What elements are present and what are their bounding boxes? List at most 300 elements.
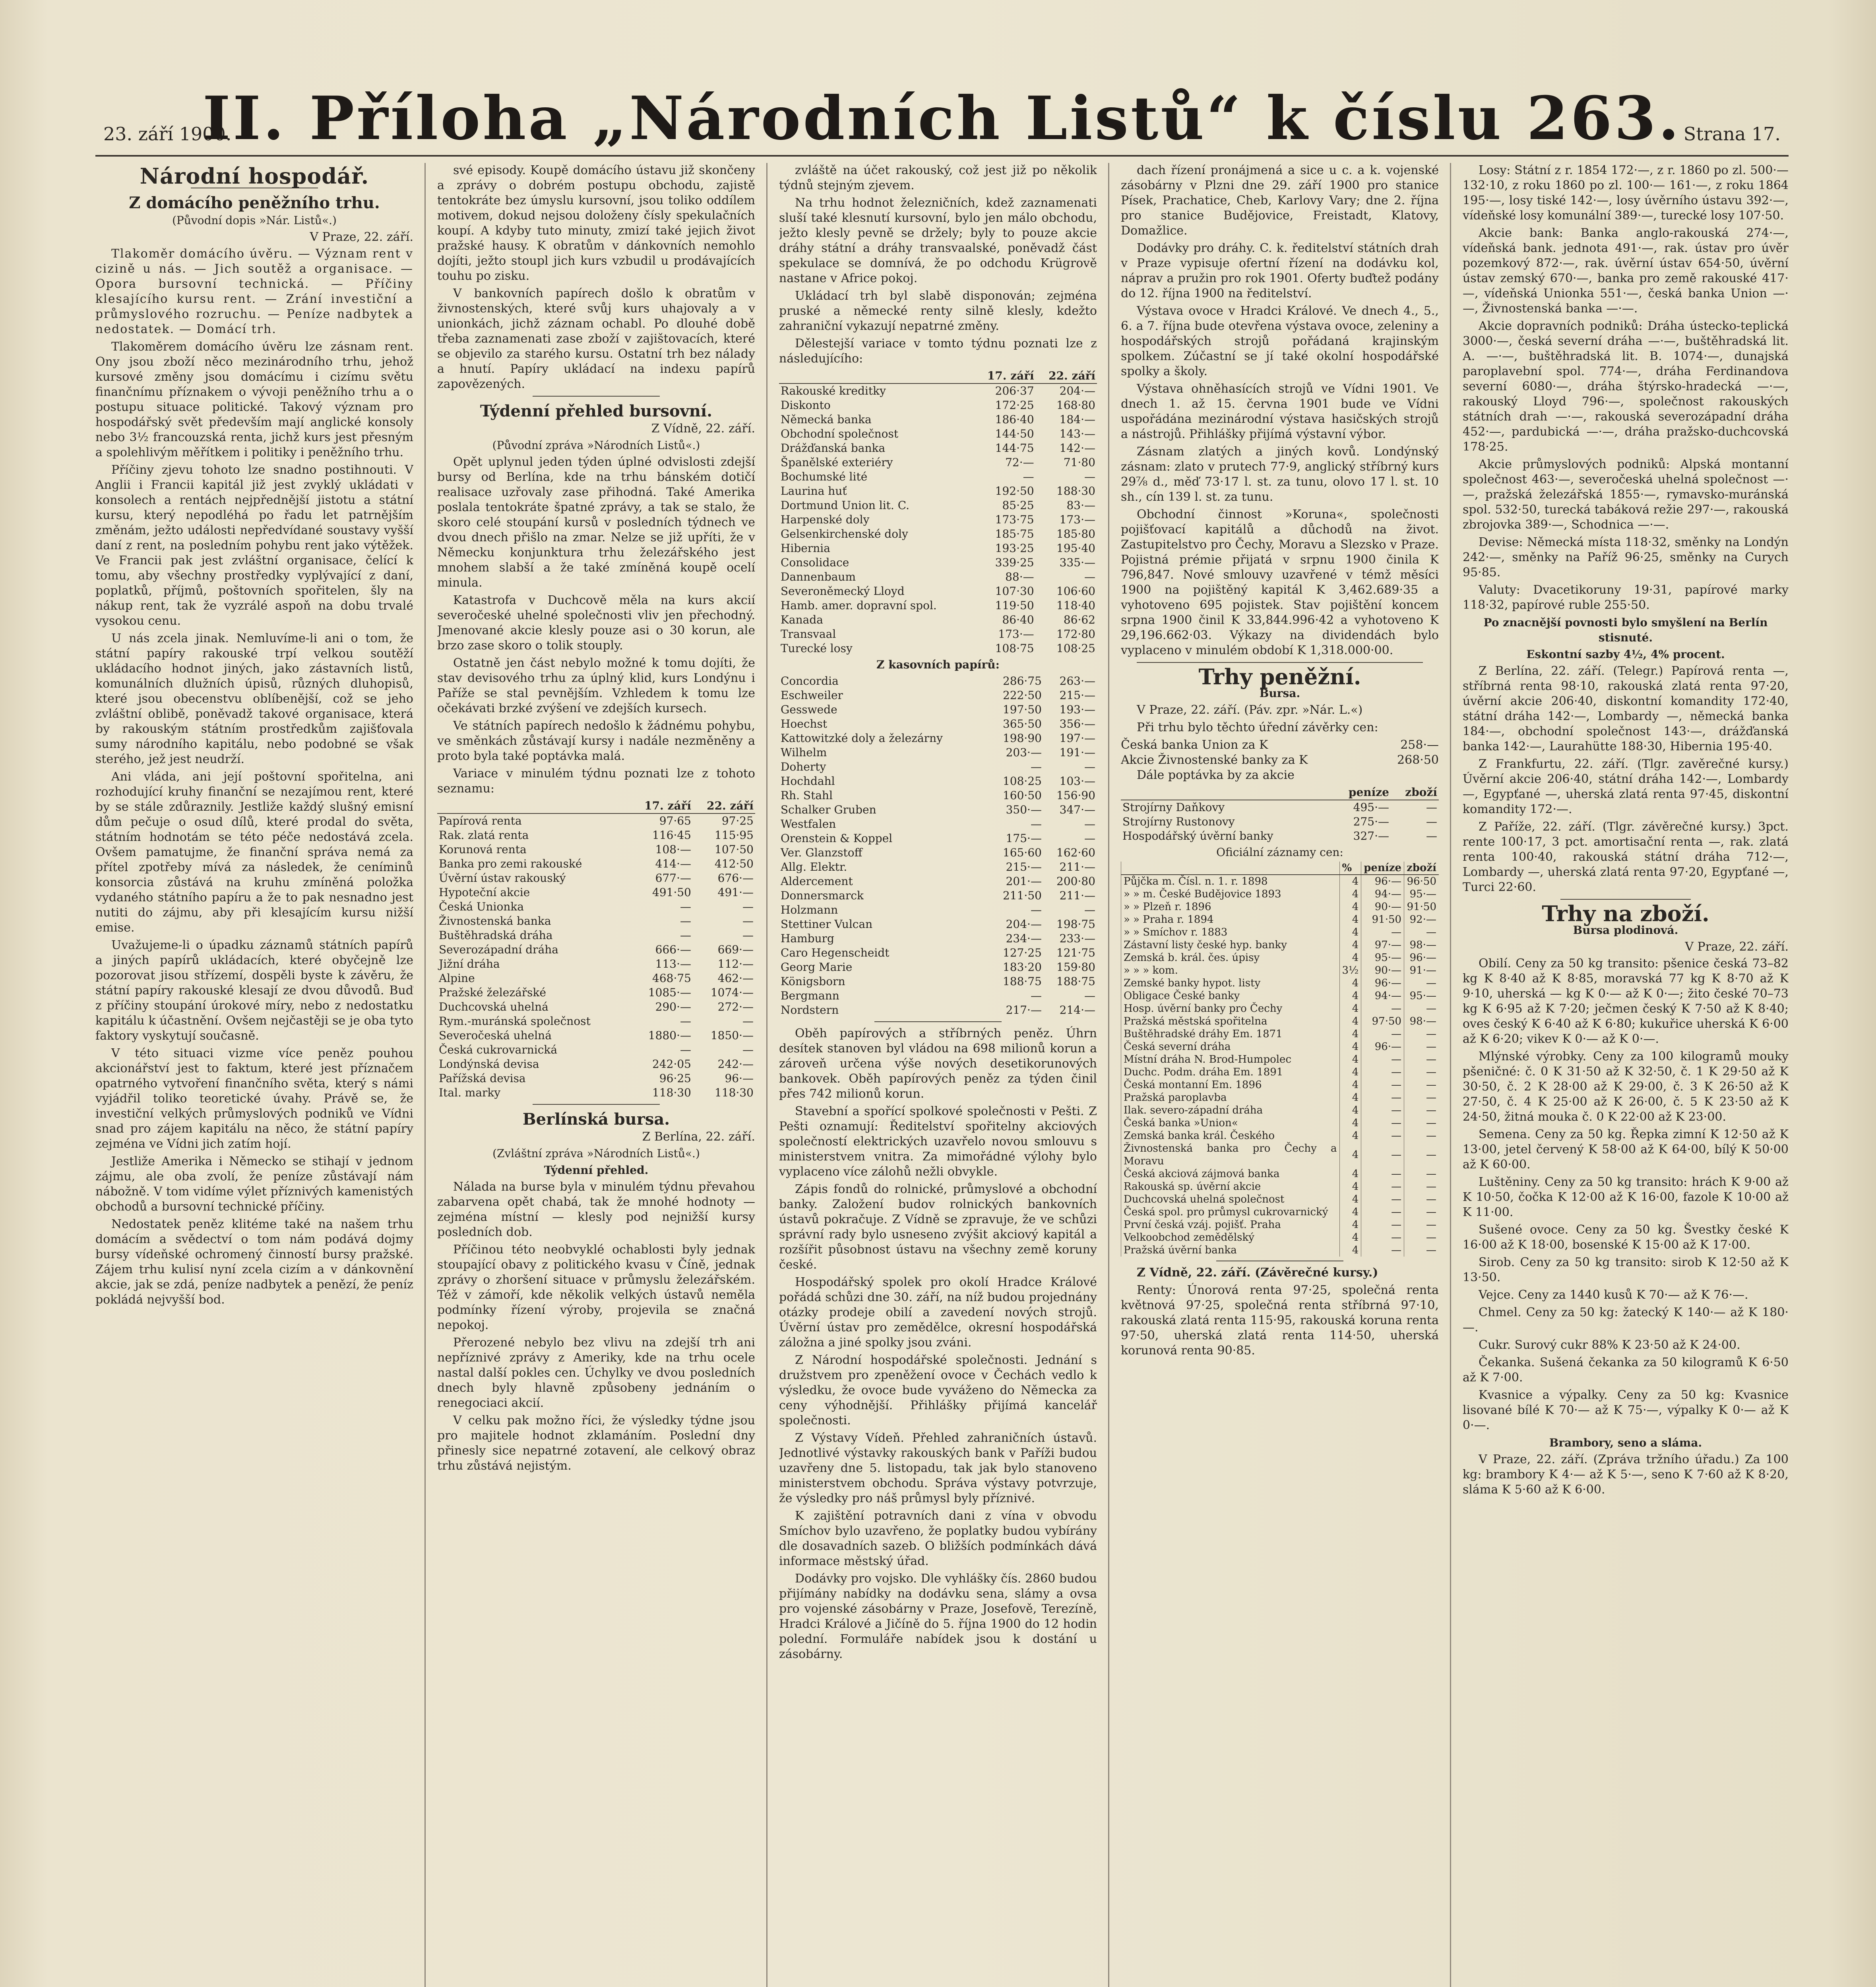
row-value: — — [1361, 1142, 1404, 1168]
paragraph: Výstava ohněhasících strojů ve Vídni 1901. Ve dnech 1. až 15. června 1901 bude ve Vídni uspořádána mezinárodní výstava hasičských strojů a nástrojů. Přihlášky přijímá výstavní výbor. — [1121, 382, 1439, 441]
row-label: Kattowitzké doly a železárny — [781, 732, 943, 745]
paragraph: Tlakoměrem domácího úvěru lze zásnam rent. Ony jsou zboží něco mezinárodního trhu, jehož kursové změny jsou domácímu i cizímu světu finančnímu příznakem o vývoji peněžního trhu a o postupu situace politické. Takový význam pro hospodářský svět především mají anglické konsoly nebo 3½ francouzská renta, jichž kurs jest přesným a spolehlivým měřítkem i politiky i peněžního trhu. — [95, 340, 413, 459]
table-body — [1121, 800, 1439, 843]
table-row — [1121, 1066, 1439, 1079]
paragraph: Katastrofa v Duchcově měla na kurs akcií severočeské uhelné společnosti vliv jen přechodný. Jmenované akcie klesly pouze asi o 30 korun, ale brzo zase skoro o tolik stouply. — [437, 593, 755, 653]
row-value: 91·— — [1404, 964, 1439, 977]
row-label: Hospodářský úvěrní banky — [1122, 829, 1273, 842]
table-row — [1121, 1180, 1439, 1193]
table-row — [1121, 829, 1439, 843]
row-value: 339·25 — [995, 556, 1034, 569]
row-value: — — [1084, 570, 1095, 583]
row-value: 211·— — [1059, 860, 1095, 873]
market-line-value: 258·— — [1400, 738, 1439, 752]
table-body — [437, 813, 755, 1100]
row-value: — — [1361, 1066, 1404, 1079]
row-value: 95·— — [1404, 888, 1439, 901]
row-value: — — [680, 1043, 691, 1056]
table-row — [1121, 901, 1439, 913]
table-row — [1121, 1168, 1439, 1180]
row-label: Dannenbaum — [781, 570, 856, 583]
row-label: Aldercement — [781, 875, 853, 888]
row-label: Úvěrní ústav rakouský — [439, 871, 566, 885]
table-row — [437, 813, 755, 828]
table-row — [779, 731, 1097, 746]
row-value: 103·— — [1059, 775, 1095, 788]
paragraph: Kvasnice a výpalky. Ceny za 50 kg: Kvasnice lisované bílé K 70·— až K 75·—, výpalky K 0·— až K 0·—. — [1463, 1388, 1789, 1432]
berlin-subtitle: Týdenní přehled. — [544, 1164, 649, 1177]
row-label: Pražská paroplavba — [1121, 1091, 1340, 1104]
row-value: 96·— — [1361, 1040, 1404, 1053]
paragraph: V této situaci vizme více peněz pouhou akcionářství jest to faktum, které jest příznačem opatrného vytvoření finančního světa, který s námi vyjádřil toliko teoretické úvahy. Právě se, že investiční velkých průmyslových podniků ve Vídni snad pro zájem kapitálu na něco, že státní papíry zejména ve Vídni jich zatím hojí. — [95, 1046, 413, 1151]
row-value: 215·— — [1006, 860, 1042, 873]
row-value: 242·05 — [652, 1057, 691, 1071]
row-label: Georg Marie — [781, 961, 853, 974]
row-value: 172·80 — [1056, 627, 1095, 641]
row-value: — — [1084, 989, 1095, 1002]
row-value: 193·25 — [995, 542, 1034, 555]
paragraph: Akcie bank: Banka anglo-rakouská 274·—, vídeňská bank. jednota 491·—, rak. ústav pro úvěr pozemkový 872·—, rak. úvěrní ústav 654·50, úvěrní ústav zemský 670·—, banka pro země rakouské 417·—, vídeňská Unionka 551·—, česká banka Union —·—, Živnostenská banka —·—. — [1463, 226, 1789, 316]
row-value: — — [680, 1015, 691, 1028]
row-label: Donnersmarck — [781, 889, 864, 902]
table-row — [437, 842, 755, 857]
row-value: 97·50 — [1361, 1015, 1404, 1028]
row-value: 186·40 — [995, 413, 1034, 426]
article-summary: Tlakoměr domácího úvěru. — Význam rent v cizině u nás. — Jich soutěž a organisace. — Opora bursovní technická. — Příčiny klesajícího kursu rent. — Zrání investiční a průmyslového rozruchu. — Peníze nadbytek a nedostatek. — Domácí trh. — [95, 247, 413, 336]
row-value: 96·— — [1361, 977, 1404, 990]
row-value: — — [1361, 1129, 1404, 1142]
row-label: Česká spol. pro průmysl cukrovarnický — [1121, 1206, 1340, 1218]
table-row — [779, 556, 1097, 570]
row-value: — — [1084, 832, 1095, 845]
row-label: Hamb. amer. dopravní spol. — [781, 599, 937, 612]
row-value: 144·75 — [995, 442, 1034, 455]
row-value: 95·— — [1361, 951, 1404, 964]
paragraph: Ostatně jen část nebylo možné k tomu dojíti, že stav devisového trhu za úplný klid, kurs Londýnu i Paříže se stal pevnějším. Vzhledem k tomu lze očekávati brzké zvýšení ve zdejších kursech. — [437, 656, 755, 715]
row-label: Duchcovská uhelná — [439, 1000, 548, 1013]
table-row — [1121, 815, 1439, 829]
row-value: 191·— — [1059, 746, 1095, 759]
row-value: 116·45 — [652, 829, 691, 842]
row-value: — — [1023, 470, 1034, 483]
table-row — [779, 427, 1097, 441]
row-label: Rakouská sp. úvěrní akcie — [1121, 1180, 1340, 1193]
row-label: Gesswede — [781, 703, 837, 716]
column-5 — [1463, 163, 1789, 1987]
row-value: 3½ — [1339, 964, 1361, 977]
paragraph: U nás zcela jinak. Nemluvíme-li ani o tom, že státní papíry rakouské trpí velkou soutěží ukládacího hodnot jiných, jako zástavních listů, komunálních dlužních úpisů, různých dluhopisů, které jsou obecenstvu oblíbenější, což se jeho zvláštní oblibě, poněvadž takové organisace, která by rakouským státním prostředkům zajišťovala sumy národního kapitálu, nebo podobné se však sterého, jež jest neudrží. — [95, 631, 413, 766]
row-value: — — [1404, 1244, 1439, 1257]
row-value: 188·30 — [1056, 484, 1095, 498]
column-separator — [1108, 163, 1109, 1987]
paragraph: V Praze, 22. září. (Zpráva tržního úřadu.) Za 100 kg: brambory K 4·— až K 5·—, seno K 7·60 až K 8·20, sláma K 5·60 až K 6·00. — [1463, 1452, 1789, 1497]
row-value: 347·— — [1059, 803, 1095, 816]
row-value: 4 — [1339, 1180, 1361, 1193]
row-value: — — [1030, 903, 1042, 916]
row-value: 193·— — [1059, 703, 1095, 716]
row-label: Turecké losy — [781, 642, 853, 655]
official-title: Oficiální záznamy cen: — [1216, 846, 1343, 859]
table-row — [437, 885, 755, 900]
table-row — [1121, 888, 1439, 901]
row-value: 4 — [1339, 1104, 1361, 1117]
paragraph: Nálada na burse byla v minulém týdnu převahou zabarvena opět chabá, tak že mnohé hodnoty — zejména místní — klesly pod nejnižší kursy posledních dob. — [437, 1180, 755, 1239]
market-intro: Při trhu bylo těchto úřední závěrky cen: — [1137, 720, 1378, 734]
row-label: Nordstern — [781, 1003, 839, 1017]
row-value: — — [1426, 801, 1437, 814]
row-label: Buštěhradská dráha — [439, 929, 553, 942]
header-cell — [437, 799, 630, 813]
table-row — [779, 817, 1097, 831]
header-cell — [1121, 862, 1340, 875]
money-market-title: Trhy peněžní. — [1198, 664, 1361, 689]
discount-subtitle: Eskontní sazby 4½, 4% procent. — [1526, 648, 1725, 661]
row-label: Půjčka m. Čísl. n. 1. r. 1898 — [1121, 875, 1340, 888]
row-label: Strojírny Daňkovy — [1122, 801, 1225, 814]
row-value: 96·25 — [659, 1072, 691, 1085]
header-cell: zboží — [1404, 862, 1439, 875]
row-label: Zemská b. král. čes. úpisy — [1121, 951, 1340, 964]
row-value: 195·40 — [1056, 542, 1095, 555]
divider — [1560, 899, 1691, 900]
row-value: 96·— — [1361, 875, 1404, 888]
row-value: 1850·— — [710, 1029, 754, 1042]
berlin-variation-table — [779, 369, 1097, 656]
row-label: Česká montanní Em. 1896 — [1121, 1079, 1340, 1091]
row-value: 4 — [1339, 1117, 1361, 1129]
row-label: Místní dráha N. Brod-Humpolec — [1121, 1053, 1340, 1066]
table-row — [1121, 1091, 1439, 1104]
row-value: 168·80 — [1056, 399, 1095, 412]
row-value: 112·— — [717, 957, 754, 970]
row-value: — — [1404, 1231, 1439, 1244]
row-value: 108·25 — [1056, 642, 1095, 655]
row-value: 92·— — [1404, 913, 1439, 926]
table-row — [779, 484, 1097, 498]
row-value: — — [1030, 760, 1042, 773]
header-cell — [1121, 785, 1331, 800]
row-value: 204·— — [1059, 384, 1095, 397]
row-value: — — [680, 914, 691, 928]
table-row — [779, 541, 1097, 556]
row-value: 188·75 — [1056, 975, 1095, 988]
row-value: — — [1361, 1244, 1404, 1257]
row-label: » » m. České Budějovice 1893 — [1121, 888, 1340, 901]
berlin-title: Berlínská bursa. — [522, 1110, 670, 1129]
header-cell: zboží — [1391, 785, 1439, 800]
row-value: 666·— — [655, 943, 691, 956]
row-label: Česká banka »Union« — [1121, 1117, 1340, 1129]
row-value: 108·— — [655, 843, 691, 856]
row-label: Česká cukrovarnická — [439, 1043, 558, 1056]
paragraph: Devise: Německá místa 118·32, směnky na Londýn 242·—, směnky na Paříž 96·25, směnky na Curych 95·85. — [1463, 535, 1789, 579]
row-value: — — [1361, 1091, 1404, 1104]
market-line-label: Česká banka Union za K — [1121, 738, 1268, 752]
table-header-row — [1121, 862, 1439, 875]
section-title: Národní hospodář. — [140, 163, 369, 189]
table-row — [1121, 990, 1439, 1002]
row-value: 4 — [1339, 1244, 1361, 1257]
row-value: 4 — [1339, 901, 1361, 913]
market-line-value: 268·50 — [1397, 753, 1439, 767]
row-value: 88·— — [1005, 570, 1034, 583]
row-value: — — [1404, 1104, 1439, 1117]
row-label: Allg. Elektr. — [781, 860, 847, 873]
row-value: 197·50 — [1002, 703, 1042, 716]
row-value: — — [1404, 1066, 1439, 1079]
row-value: — — [742, 914, 754, 928]
table-row — [779, 874, 1097, 889]
row-value: — — [1404, 1117, 1439, 1129]
row-label: Orenstein & Koppel — [781, 832, 893, 845]
row-label: Pařížská devisa — [439, 1072, 526, 1085]
row-value: 491·— — [717, 886, 754, 899]
row-value: 4 — [1339, 990, 1361, 1002]
table-row — [1121, 1104, 1439, 1117]
market-line — [1121, 753, 1439, 768]
row-value: — — [742, 900, 754, 913]
row-label: Dortmund Union lit. C. — [781, 499, 910, 512]
table-row — [779, 1003, 1097, 1017]
table-body — [779, 674, 1097, 1017]
paragraph: Dělestejší variace v tomto týdnu poznati lze z následujícího: — [779, 337, 1097, 366]
paragraph: K zajištění potravních dani z vína v obvodu Smíchov bylo uzavřeno, že poplatky budou vybírány dle dosavadních sazeb. O bližších podmínkách dává informace městský úřad. — [779, 1509, 1097, 1568]
table-row — [1121, 1040, 1439, 1053]
market-subtitle-2: Dále poptávka by za akcie — [1137, 768, 1295, 782]
row-value: 98·— — [1404, 939, 1439, 951]
table-body — [779, 383, 1097, 656]
table-row — [437, 957, 755, 971]
row-label: Strojírny Rustonovy — [1122, 815, 1235, 828]
table-row — [779, 627, 1097, 641]
paragraph: zvláště na účet rakouský, což jest již po několik týdnů stejným zjevem. — [779, 163, 1097, 192]
row-value: 462·— — [717, 972, 754, 985]
row-value: 4 — [1339, 1142, 1361, 1168]
table-row — [437, 1043, 755, 1057]
row-value: — — [1030, 989, 1042, 1002]
market-lines — [1121, 738, 1439, 768]
row-value: — — [1361, 926, 1404, 939]
issue-date: 23. září 1900. — [103, 123, 232, 145]
row-value: 159·80 — [1056, 961, 1095, 974]
paragraph: Z Národní hospodářské společnosti. Jednání s družstvem pro zpeněžení ovoce v Čechách vedlo k výsledku, že ovoce bude vyváženo do Německa za ceny výhodnější. Přihlášky přijímá kancelář společnosti. — [779, 1353, 1097, 1427]
paragraph: Na trhu hodnot železničních, kdež zaznamenati sluší také klesnutí kursovní, bylo jen málo obchodu, ježto klesly pevně se držely; byly to pouze akcie dráhy státní a dráhy transvaalské, poněvadž část spekulace se domnívá, že po odchodu Krügrově nastane v Africe pokoj. — [779, 196, 1097, 285]
row-value: 71·80 — [1063, 456, 1095, 469]
row-value: — — [1404, 1206, 1439, 1218]
row-value: 217·— — [1006, 1003, 1042, 1017]
vienna-variation-table — [437, 799, 755, 1100]
row-value: — — [1361, 1117, 1404, 1129]
table-row — [1121, 926, 1439, 939]
divider — [533, 1104, 660, 1105]
row-value: 204·— — [1006, 918, 1042, 931]
paragraph: Z Výstavy Vídeň. Přehled zahraničních ústavů. Jednotlivé výstavky rakouských bank v Paříži budou uzavřeny dne 5. listopadu, tak jak bylo stanoveno ministerstvem obchodu. Správa výstavy potvrzuje, že výsledky pro náš průmysl byly příznivé. — [779, 1431, 1097, 1505]
row-value: 412·50 — [715, 857, 754, 870]
row-value: 275·— — [1353, 815, 1389, 828]
table-row — [437, 943, 755, 957]
table-row — [779, 513, 1097, 527]
row-value: 90·— — [1361, 964, 1404, 977]
row-label: Česká severní dráha — [1121, 1040, 1340, 1053]
row-value: 211·50 — [1002, 889, 1042, 902]
paragraph: Renty: Únorová renta 97·25, společná renta květnová 97·25, společná renta stříbrná 97·10, rakouská zlatá renta 115·95, rakouská koruna renta 97·50, uherská zlatá renta 114·50, uherská korunová renta 90·85. — [1121, 1283, 1439, 1358]
row-value: — — [1084, 817, 1095, 831]
row-value: 96·— — [1404, 951, 1439, 964]
header-cell: 17. září — [974, 369, 1035, 383]
row-label: Rym.-muránská společnost — [439, 1015, 591, 1028]
header-cell: 22. září — [693, 799, 755, 813]
row-value: 143·— — [1059, 427, 1095, 440]
row-value: — — [1084, 470, 1095, 483]
table-row — [779, 641, 1097, 656]
table-row — [437, 857, 755, 871]
row-value: 495·— — [1353, 801, 1389, 814]
row-label: Königsborn — [781, 975, 845, 988]
row-label: Bochumské lité — [781, 470, 868, 483]
row-value: 4 — [1339, 1079, 1361, 1091]
row-value: 201·— — [1006, 875, 1042, 888]
table-header-row — [437, 799, 755, 813]
official-quote-table — [1121, 862, 1439, 1257]
weekly-title: Týdenní přehled bursovní. — [480, 402, 713, 420]
table-row — [779, 803, 1097, 817]
table-subheading: Z kasovních papírů: — [876, 658, 1000, 671]
row-value: — — [1361, 1193, 1404, 1206]
row-value: — — [1361, 1028, 1404, 1040]
row-value: — — [1426, 815, 1437, 828]
row-value: 95·— — [1404, 990, 1439, 1002]
row-value: 4 — [1339, 1002, 1361, 1015]
table-row — [779, 717, 1097, 731]
row-value: 491·50 — [652, 886, 691, 899]
table-row — [1121, 913, 1439, 926]
row-value: 90·— — [1361, 901, 1404, 913]
table-row — [437, 1028, 755, 1043]
row-value: 335·— — [1059, 556, 1095, 569]
row-value: — — [1361, 1206, 1404, 1218]
row-value: 97·25 — [721, 814, 754, 827]
table-row — [437, 900, 755, 914]
row-label: Alpine — [439, 972, 475, 985]
row-value: 185·75 — [995, 527, 1034, 540]
row-label: Diskonto — [781, 399, 831, 412]
row-value: — — [1361, 1231, 1404, 1244]
row-value: 98·— — [1404, 1015, 1439, 1028]
row-value: — — [1361, 1104, 1404, 1117]
row-label: Hoechst — [781, 717, 828, 730]
row-value: 4 — [1339, 1091, 1361, 1104]
berlin-dateline: Z Berlína, 22. září. — [642, 1130, 755, 1144]
paragraph: Příčinou této neobvyklé ochablosti byly jednak stoupající obavy z politického kvasu v Číně, jednak zprávy o zhoršení situace v průmyslu železářském. Též v zámoří, kde několik velkých ústavů neměla podmínky řízení výroby, projevila se značná nepokoj. — [437, 1243, 755, 1332]
header-cell: % — [1339, 862, 1361, 875]
row-value: — — [680, 929, 691, 942]
row-value: 86·40 — [1002, 613, 1034, 626]
table-row — [1121, 1015, 1439, 1028]
row-value: 96·— — [725, 1072, 754, 1085]
row-value: 1085·— — [648, 986, 691, 999]
row-label: Rh. Stahl — [781, 789, 833, 802]
row-label: Holzmann — [781, 903, 838, 916]
row-label: Duchc. Podm. dráha Em. 1891 — [1121, 1066, 1340, 1079]
paragraph: Obilí. Ceny za 50 kg transito: pšenice česká 73–82 kg K 8·40 až K 8·85, moravská 77 kg K 8·70 až K 9·10, uherská — kg K 0·— až K 0·—; žito české 70–73 kg K 6·95 až K 7·20; ječmen český K 7·50 až K 8·40; oves český K 6·40 až K 6·80; kukuřice uherská K 6·00 až K 6·20; vikev K 0·— až K 0·—. — [1463, 957, 1789, 1046]
table-row — [779, 613, 1097, 627]
row-label: » » Praha r. 1894 — [1121, 913, 1340, 926]
berlin-byline: (Zvláštní zpráva »Národních Listů«.) — [492, 1147, 700, 1160]
paragraph: Akcie průmyslových podniků: Alpská montanní společnost 463·—, severočeská uhelná společnost —·—, pražská železářská 1855·—, rymavsko-muránská spol. 532·50, turecká tabáková režie 297·—, rakouská zbrojovka 389·—, Schodnica —·—. — [1463, 457, 1789, 532]
market-line — [1121, 738, 1439, 753]
column-separator — [1450, 163, 1451, 1987]
row-value: 203·— — [1006, 746, 1042, 759]
paragraph: Zápis fondů do rolnické, průmyslové a obchodní banky. Založení budov rolnických bankovních ústavů pokračuje. Z Vídně se zpravuje, že ve schůzi správní rady bylo usneseno zvýšit akciový kapitál a rozšířit působnost ústavu na všechny země koruny české. — [779, 1182, 1097, 1272]
row-label: Obligace České banky — [1121, 990, 1340, 1002]
paragraph: Ani vláda, ani její poštovní spořitelna, ani rozhodující kruhy finanční se nezajímou rent, které by se stále zdůraznily. Jestliže každý slušný emisní dům pečuje o osud dílů, které prodal do světa, státním hodnotám se této péče nedostává zcela. Ovšem pamatujme, že finanční správa nemá za přítel zpotřeby mívá za následek, že ceníminů konsorcia zůstává na kruhu zmíněná položka vydaného státního papíru a že to pak nesnadno jest nutiti do zájmu, aby při klesajícím kursu nižší emise. — [95, 770, 413, 935]
table-row — [1121, 1244, 1439, 1257]
columns — [95, 163, 1789, 1987]
row-label: Consolidace — [781, 556, 849, 569]
row-value: 1880·— — [648, 1029, 691, 1042]
row-value: 4 — [1339, 888, 1361, 901]
column-separator — [766, 163, 767, 1987]
paragraph: Ve státních papírech nedošlo k žádnému pohybu, ve směnkách zůstávají kursy i nadále nezměněny a proto byla také poptávka malá. — [437, 719, 755, 763]
divider — [1137, 662, 1423, 663]
row-value: 96·50 — [1404, 875, 1439, 888]
row-value: 327·— — [1353, 829, 1389, 842]
row-value: 91·50 — [1404, 901, 1439, 913]
row-value: 175·— — [1006, 832, 1042, 845]
table-row — [1121, 1053, 1439, 1066]
row-value: 669·— — [717, 943, 754, 956]
row-value: 4 — [1339, 1193, 1361, 1206]
row-value: — — [742, 1015, 754, 1028]
row-value: 121·75 — [1056, 946, 1095, 959]
row-label: Živnostenská banka pro Čechy a Moravu — [1121, 1142, 1340, 1168]
divider — [874, 1021, 1002, 1022]
row-label: Zemské banky hypot. listy — [1121, 977, 1340, 990]
byline: (Původní dopis »Nár. Listů«.) — [172, 214, 337, 227]
row-value: 192·50 — [995, 484, 1034, 498]
row-value: 263·— — [1059, 674, 1095, 688]
header-cell — [779, 369, 974, 383]
row-value: — — [1361, 1180, 1404, 1193]
row-value: 172·25 — [995, 399, 1034, 412]
page-header — [95, 76, 1789, 157]
paragraph: Obchodní činnost »Koruna«, společnosti pojišťovací kapitálů a důchodů na život. Zastupitelstvo pro Čechy, Moravu a Slezsko v Praze. Pojistná prémie přijatá v srpnu 1900 činila K 796,847. Nové smlouvy uzavřené v témž měsíci 1900 na pojištěný kapitál K 3,462.689·35 a vyhotoveno 695 pojistek. Stav pojištění koncem srpna 1900 činil K 33,844.996·42 a vyhotoveno K 29,196.662·03. Výkazy na dividendách bylo vyplaceno v minulém období K 1,318.000·00. — [1121, 507, 1439, 657]
row-value: 4 — [1339, 1168, 1361, 1180]
row-label: Hosp. úvěrní banky pro Čechy — [1121, 1002, 1340, 1015]
table-row — [437, 1071, 755, 1086]
row-value: 200·80 — [1056, 875, 1095, 888]
row-value: — — [680, 900, 691, 913]
row-label: Rak. zlatá renta — [439, 829, 529, 842]
column-2 — [437, 163, 755, 1987]
row-label: Transvaal — [781, 627, 836, 641]
table-row — [779, 413, 1097, 427]
table-row — [1121, 1218, 1439, 1231]
row-value: 4 — [1339, 913, 1361, 926]
row-value: 108·75 — [995, 642, 1034, 655]
paragraph: Dodávky pro vojsko. Dle vyhlášky čís. 2860 budou přijímány nabídky na dodávku sena, slámy a ovsa pro vojenské zásobárny v Praze, Josefově, Terezíně, Hradci Králové a Jičíně do 5. října 1900 do 12 hodin polední. Formuláře nabídek jsou k dostání u zásobárny. — [779, 1572, 1097, 1661]
column-1 — [95, 163, 413, 1987]
header-cell: peníze — [1361, 862, 1404, 875]
row-value: 272·— — [717, 1000, 754, 1013]
row-label: Kanada — [781, 613, 823, 626]
header-cell: 17. září — [630, 799, 693, 813]
row-label: Schalker Gruben — [781, 803, 876, 816]
row-value: — — [1361, 1053, 1404, 1066]
header-cell: peníze — [1331, 785, 1391, 800]
row-value: 94·— — [1361, 990, 1404, 1002]
table-row — [1121, 977, 1439, 990]
